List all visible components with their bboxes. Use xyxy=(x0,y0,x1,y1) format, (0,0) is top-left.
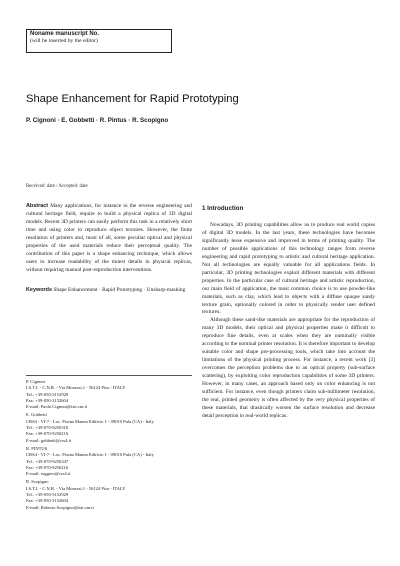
abstract-label: Abstract xyxy=(26,203,49,209)
affiliation-line: Fax: +39-070-9250216 xyxy=(26,464,69,470)
keywords xyxy=(26,287,192,295)
manuscript-note: (will be inserted by the editor) xyxy=(30,37,98,44)
keywords-text: Shape Enhancement · Rapid Prototyping · Unsharp-masking xyxy=(53,286,186,293)
affiliation-line: Fax: +39-050-3152604 xyxy=(26,397,69,403)
affiliation-line: P. Cignoni xyxy=(26,379,45,384)
affiliation-line: E-mail: Roberto.Scopigno@isti.cnr.it xyxy=(26,504,94,510)
manuscript-label: Noname manuscript No. xyxy=(30,31,100,37)
affiliation-block xyxy=(26,446,192,477)
affiliation-line: E. Gobbetti xyxy=(26,412,47,418)
affiliation-line: CRS4 - VI-7 - Loc. Pixina Manna Edificio 1 - 09010 Pula (CA) - Italy xyxy=(26,452,154,458)
intro-paragraph: Although these sand-like materials are appropriate for the reproduction of many 3D models, their optical and physical properties make it difficult to reproduce fine details, even at scales when they are nominally visible according to the nominal printer resolution. It is therefore important to develop suitable color and shape pre-processing tools, which take into account the limitations of the physical printing process. For instance, a recent work [3] overcomes the perception problems due to an optical property (sub-surface scattering), by exploiting color reproduction capabilities of some 3D printers. However, in many cases, an approach based only on color enhancing is not sufficient. For instance, even though printers claim sub-millimeter resolution, the real, printed geometry is often affected by the very physical properties of these materials, that drastically worsen the surface resolution and decrease detail perception in real-world replicas. xyxy=(202,317,375,419)
affiliation-line: Fax: +39-050-3152604 xyxy=(26,498,69,504)
received-date: Received: date / Accepted: date xyxy=(26,184,88,189)
affiliation-block xyxy=(26,412,192,443)
intro-paragraph: Nowadays, 3D printing capabilities allow us to produce real world copies of digital 3D models. In the last years, these technologies have becomes significantly lesse expensive and improved in terms of printing quality. The number of possible applications of this technology ranges from reverse engineering and rapid prototyping to artistic and cultural heritage application. Not all technologies are equally valuable for all applications fields. In particular, 3D printing technologies exploit different materials with different properties. In the particular case of cultural heritage and artistic reproduction, our main field of application, the most common choice is to use powder-like materials, such as clay, which lead to objects with a diffuse opaque sandy texture grain, optionally colored in order to physically render user defined textures. xyxy=(202,222,375,316)
affiliation-line: E-mail: gobbetti@crs4.it xyxy=(26,437,72,443)
right-column xyxy=(202,203,375,421)
affiliation-line: I.S.T.I. - C.N.R. - Via Moruzzi,1 - 56124 Pisa - ITALY xyxy=(26,385,126,391)
section-heading: 1 Introduction xyxy=(202,205,244,212)
affiliation-line: Tel.: +39-070-9250318 xyxy=(26,425,69,431)
affiliation-block xyxy=(26,379,192,410)
affiliation-line: Tel.: +39-050-3152929 xyxy=(26,391,69,397)
keywords-label: Keywords xyxy=(26,286,52,293)
abstract xyxy=(26,203,192,275)
affiliation-line: I.S.T.I. - C.N.R. - Via Moruzzi,1 - 56124 Pisa - ITALY xyxy=(26,485,126,491)
affiliation-line: R. PINTUS xyxy=(26,445,48,451)
affiliation-line: CRS4 - VI-7 - Loc. Pixina Manna Edificio 1 - 09010 Pula (CA) - Italy xyxy=(26,418,154,424)
affiliation-line: Tel.: +39-070-9250347 xyxy=(26,458,69,464)
abstract-text: Many applications, for instance in the reverse engineering and cultural heritage field, require to build a physical replica of 3D digital models. Recent 3D printers can easily perform this task in a relatively short time and using color to reproduce object textures. However, the finite resolution of printers and, most of all, some peculiar optical and physical properties of the used materials reduce their perceptual quality. The contribution of this paper is a shape enhancing technique, which allows users to increase readability of the tiniest details in physical replicas, without requiring manual post-reproduction interventions. xyxy=(26,203,193,273)
manuscript-number-box xyxy=(26,29,172,53)
affiliation-line: Tel.: +39-050-3152929 xyxy=(26,492,69,498)
affiliation-line: E-mail: Paolo.Cignoni@isti.cnr.it xyxy=(26,404,88,410)
author-list: P. Cignoni · E. Gobbetti · R. Pintus · R. Scopigno xyxy=(26,117,169,124)
affiliation-block xyxy=(26,479,192,510)
left-column xyxy=(26,203,192,295)
paper-title: Shape Enhancement for Rapid Prototyping xyxy=(26,93,239,105)
affiliation-line: R. Scopigno xyxy=(26,479,49,485)
affiliations xyxy=(26,375,192,513)
affiliation-line: Fax: +39-070-9250216 xyxy=(26,431,69,437)
affiliation-line: E-mail: ruggero@crs4.it xyxy=(26,471,71,477)
